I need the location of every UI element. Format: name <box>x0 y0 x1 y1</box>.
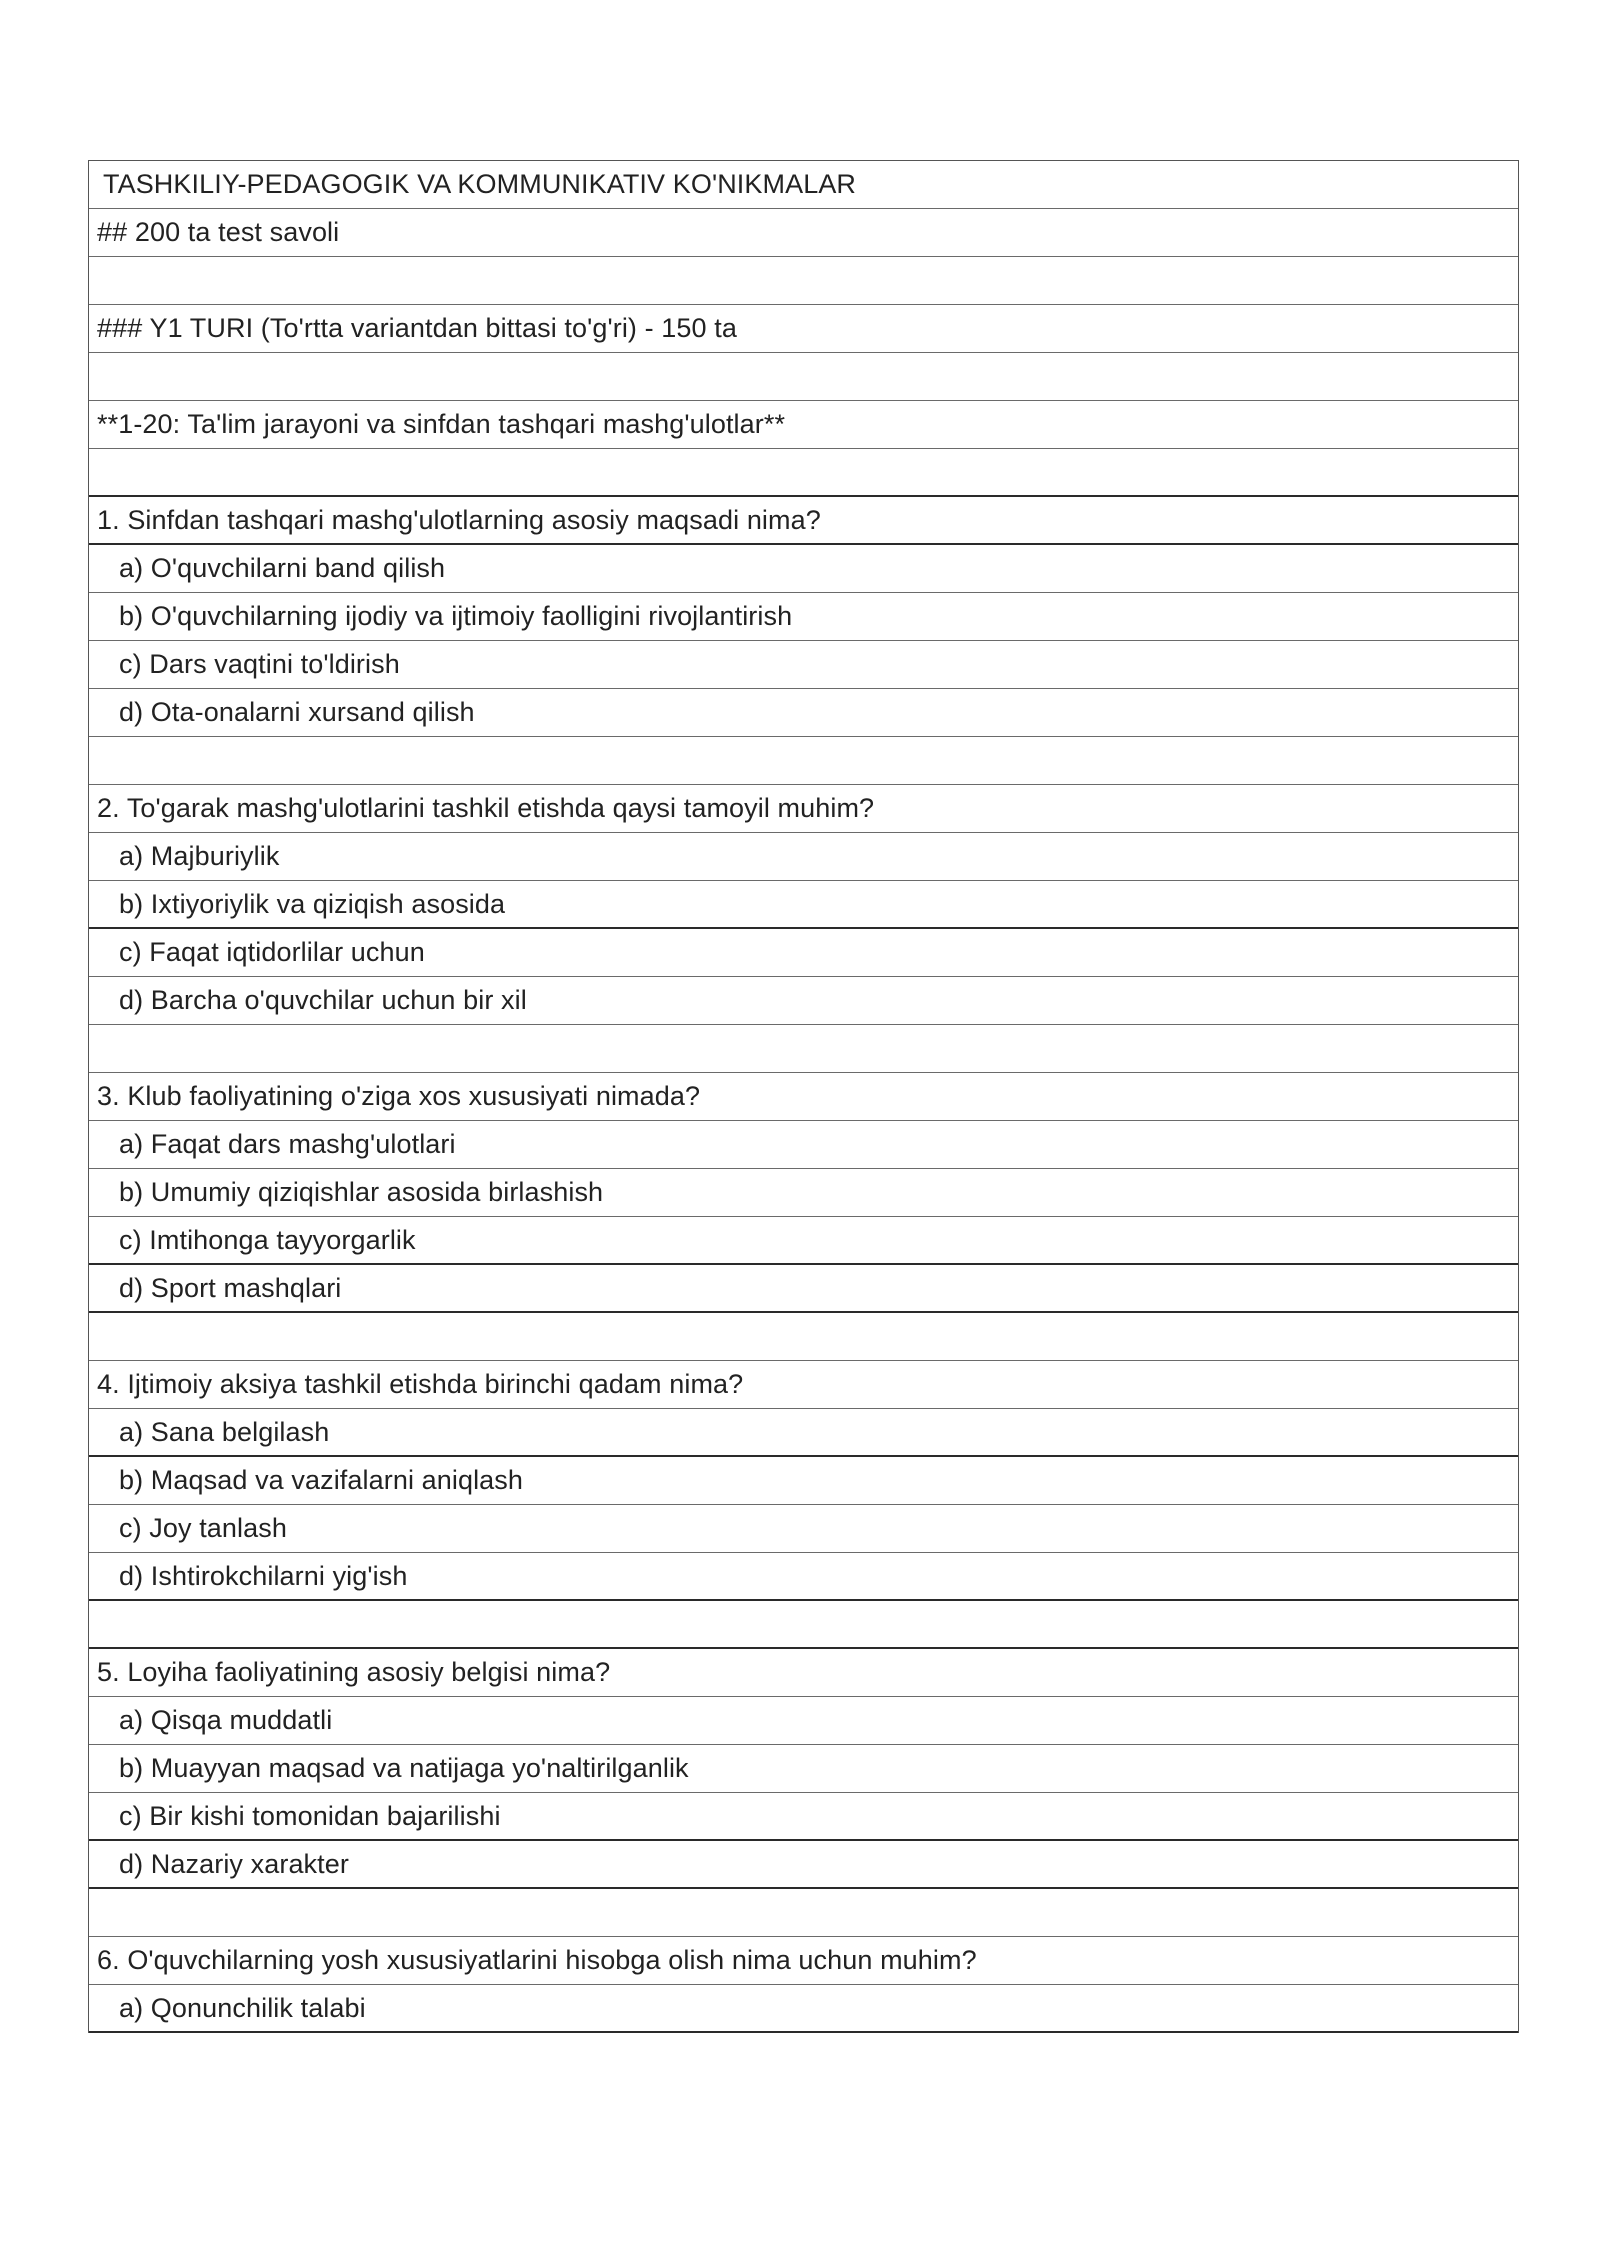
answer-option-text: d) Ota-onalarni xursand qilish <box>119 697 475 727</box>
answer-option-row <box>89 1265 1518 1313</box>
row-text: TASHKILIY-PEDAGOGIK VA KOMMUNIKATIV KO'NIKMALAR <box>103 169 857 199</box>
answer-option-row <box>89 1697 1518 1745</box>
answer-option-row <box>89 1985 1518 2033</box>
blank-row <box>89 353 1518 401</box>
answer-option-text: c) Faqat iqtidorlilar uchun <box>119 937 425 967</box>
answer-option-row <box>89 1409 1518 1457</box>
blank-row <box>89 449 1518 497</box>
answer-option-row <box>89 929 1518 977</box>
answer-option-text: a) Sana belgilash <box>119 1416 330 1447</box>
answer-option-row <box>89 1841 1518 1889</box>
answer-option-text: b) Maqsad va vazifalarni aniqlash <box>119 1465 524 1495</box>
answer-option-row <box>89 1121 1518 1169</box>
answer-option-text: b) O'quvchilarning ijodiy va ijtimoiy faolligini rivojlantirish <box>119 601 793 631</box>
answer-option-row <box>89 1745 1518 1793</box>
question-row <box>89 497 1518 545</box>
question-row <box>89 1073 1518 1121</box>
answer-option-row <box>89 545 1518 593</box>
answer-option-text: c) Imtihonga tayyorgarlik <box>119 1224 416 1255</box>
section-heading <box>89 209 1518 257</box>
answer-option-row <box>89 689 1518 737</box>
answer-option-text: d) Sport mashqlari <box>119 1272 342 1303</box>
answer-option-text: a) Qonunchilik talabi <box>119 1992 366 2023</box>
document-title <box>89 161 1518 209</box>
answer-option-row <box>89 881 1518 929</box>
section-heading <box>89 305 1518 353</box>
answer-option-text: c) Bir kishi tomonidan bajarilishi <box>119 1800 501 1831</box>
blank-row <box>89 1025 1518 1073</box>
answer-option-row <box>89 1457 1518 1505</box>
answer-option-row <box>89 1169 1518 1217</box>
row-text: ## 200 ta test savoli <box>97 217 340 247</box>
question-text: 6. O'quvchilarning yosh xususiyatlarini hisobga olish nima uchun muhim? <box>97 1945 977 1975</box>
question-row <box>89 1937 1518 1985</box>
answer-option-text: d) Nazariy xarakter <box>119 1848 349 1879</box>
answer-option-text: c) Joy tanlash <box>119 1513 287 1543</box>
answer-option-text: a) Qisqa muddatli <box>119 1705 333 1735</box>
question-text: 3. Klub faoliyatining o'ziga xos xususiyati nimada? <box>97 1081 701 1111</box>
blank-row <box>89 1889 1518 1937</box>
question-text: 1. Sinfdan tashqari mashg'ulotlarning asosiy maqsadi nima? <box>97 504 821 535</box>
question-row <box>89 1649 1518 1697</box>
answer-option-row <box>89 641 1518 689</box>
blank-row <box>89 1313 1518 1361</box>
answer-option-row <box>89 1217 1518 1265</box>
question-text: 4. Ijtimoiy aksiya tashkil etishda birinchi qadam nima? <box>97 1369 744 1399</box>
answer-option-row <box>89 1793 1518 1841</box>
blank-row <box>89 1601 1518 1649</box>
answer-option-text: a) Faqat dars mashg'ulotlari <box>119 1129 456 1159</box>
question-row <box>89 785 1518 833</box>
answer-option-text: b) Ixtiyoriylik va qiziqish asosida <box>119 888 506 919</box>
answer-option-row <box>89 1553 1518 1601</box>
answer-option-text: c) Dars vaqtini to'ldirish <box>119 649 400 679</box>
row-text: **1-20: Ta'lim jarayoni va sinfdan tashqari mashg'ulotlar** <box>97 409 786 439</box>
row-text: ### Y1 TURI (To'rtta variantdan bittasi to'g'ri) - 150 ta <box>97 313 737 343</box>
answer-option-row <box>89 1505 1518 1553</box>
test-questions-table <box>88 160 1519 2033</box>
blank-row <box>89 257 1518 305</box>
question-row <box>89 1361 1518 1409</box>
answer-option-text: b) Muayyan maqsad va natijaga yo'naltirilganlik <box>119 1753 689 1783</box>
answer-option-row <box>89 833 1518 881</box>
answer-option-row <box>89 977 1518 1025</box>
answer-option-text: b) Umumiy qiziqishlar asosida birlashish <box>119 1177 604 1207</box>
blank-row <box>89 737 1518 785</box>
question-text: 2. To'garak mashg'ulotlarini tashkil etishda qaysi tamoyil muhim? <box>97 793 875 823</box>
answer-option-text: d) Ishtirokchilarni yig'ish <box>119 1560 408 1591</box>
answer-option-row <box>89 593 1518 641</box>
answer-option-text: d) Barcha o'quvchilar uchun bir xil <box>119 985 527 1015</box>
question-text: 5. Loyiha faoliyatining asosiy belgisi nima? <box>97 1657 611 1687</box>
answer-option-text: a) O'quvchilarni band qilish <box>119 553 446 583</box>
answer-option-text: a) Majburiylik <box>119 841 280 871</box>
section-heading <box>89 401 1518 449</box>
